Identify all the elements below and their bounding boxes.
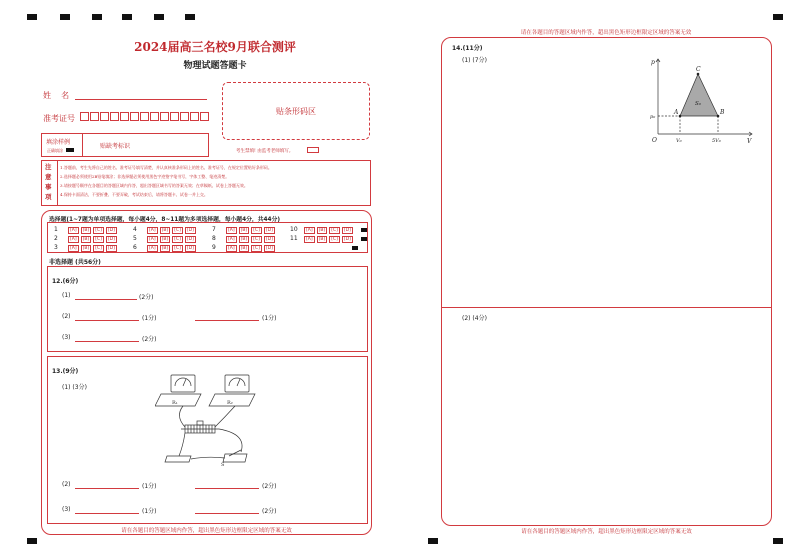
notice-line-2: 2.选择题必须使用2B铅笔填涂；非选择题必须使用黑色字迹签字笔书写，字体工整、笔迹清楚。 [60,174,230,179]
point-c [697,73,700,76]
switch [223,454,247,462]
label-v0: V₀ [676,138,682,144]
left-footer: 请在各题目的答题区域内作答，超出黑色矩形边框限定区域的答案无效 [121,528,292,534]
right-footer: 请在各题目的答题区域内作答，超出黑色矩形边框限定区域的答案无效 [521,529,692,535]
q12-row2-score2: (1分) [262,315,277,322]
exam-no-field[interactable] [80,112,210,121]
notice-line-3: 3.请按题号顺序在各题目的答题区域内作答，超出答题区域书写的答案无效；在草稿纸、试卷上答题无效。 [60,183,248,188]
nonchoice-header: 非选择题 (共56分) [49,259,101,266]
choice-row[interactable]: 3 [A] [B] [C] [D] [54,244,115,251]
q12-title: 12.(6分) [52,278,79,285]
choice-row[interactable]: 9 [A] [B] [C] [D] [212,244,273,251]
fig-label-r1: R₁ [172,400,178,406]
timing-mark [154,14,164,20]
battery [165,456,191,462]
name-label: 姓 名 [43,91,70,100]
q13-row2-answer[interactable] [75,488,139,489]
q12-row3-label: (3) [62,334,71,341]
choice-header: 选择题(1~7题为单项选择题，每小题4分，8~11题为多项选择题，每小题4分，共44分) [49,217,281,223]
row-mark [352,246,358,250]
q13-row3-score: (1分) [142,508,157,515]
label-a: A [674,109,679,116]
q12-row3-score: (2分) [142,336,157,343]
sample-divider [82,133,83,157]
sample-sub: 正确填涂 [47,148,63,153]
page-title: 2024届高三名校9月联合测评 [134,40,296,54]
q12-box [47,266,368,352]
notice-title: 注意事项 [45,163,52,201]
timing-mark [92,14,102,20]
q12-row2-answer2[interactable] [195,320,259,321]
choice-row[interactable]: 2 [A] [B] [C] [D] [54,235,115,242]
timing-mark [773,14,783,20]
meter-2-dial [229,378,245,386]
q12-row2-label: (2) [62,313,71,320]
pv-graph [648,56,760,146]
q12-row1-score: (2分) [139,294,154,301]
page-subtitle: 物理试题答题卡 [183,61,247,71]
board-1 [155,394,201,406]
label-v: V [747,138,752,145]
timing-mark [27,14,37,20]
absent-note: 考生禁填! 由监考老师填写。 [236,149,294,154]
cycle-triangle [680,74,718,116]
right-header: 请在各题目的答题区域内作答，超出黑色矩形边框限定区域的答案无效 [520,30,692,36]
name-field[interactable] [75,99,207,100]
label-s0: S₀ [695,101,701,107]
label-c: C [696,66,701,73]
timing-mark [27,538,37,544]
choice-row[interactable]: 4 [A] [B] [C] [D] [133,226,194,233]
timing-mark [185,14,195,20]
circuit-figure [155,372,270,467]
q13-row2-score2: (2分) [262,483,277,490]
choice-row[interactable]: 6 [A] [B] [C] [D] [133,244,194,251]
sample-fill-mark [66,148,74,152]
q13-row2-label: (2) [62,481,71,488]
timing-mark [60,14,70,20]
q13-title: 13.(9分) [52,368,79,375]
fig-label-s: S [221,462,225,467]
q14-part1: (1) (7分) [462,57,487,64]
label-5v0: 5V₀ [712,138,721,144]
label-p: p [651,59,655,66]
fig-label-r2: R₂ [227,400,233,406]
missing-label: 贴缺考标识 [100,143,131,150]
q13-row3-answer[interactable] [75,513,139,514]
point-a [679,115,682,118]
q13-part1: (1) (3分) [62,384,87,391]
q13-row3-answer2[interactable] [195,513,259,514]
q14-divider [441,307,772,308]
choice-row[interactable]: 11 [A] [B] [C] [D] [290,235,367,243]
q14-title: 14.(11分) [452,45,483,52]
meter-2 [225,375,249,392]
label-o: O [652,137,657,144]
choice-row[interactable]: 10 [A] [B] [C] [D] [290,226,367,234]
timing-mark [428,538,438,544]
notice-line-4: 4.保持卡面清洁，不要折叠、不要弄破，考试结束后，请将答题卡、试卷一并上交。 [60,192,208,197]
timing-mark [773,538,783,544]
q13-row3-label: (3) [62,506,71,513]
q13-row2-answer2[interactable] [195,488,259,489]
q13-row2-score: (1分) [142,483,157,490]
notice-divider [57,160,58,206]
label-b: B [720,109,725,116]
notice-line-1: 1.答题前，考生先将自己的姓名、准考证号填写清楚，并认真核准条形码上的姓名、准考证号，在规定位置贴好条形码。 [60,165,272,170]
q12-row2-score: (1分) [142,315,157,322]
q12-row2-answer[interactable] [75,320,139,321]
choice-row[interactable]: 5 [A] [B] [C] [D] [133,235,194,242]
timing-mark [122,14,132,20]
q12-row1-label: (1) [62,292,71,299]
absent-box[interactable] [307,147,319,153]
meter-1-dial [175,378,191,386]
meter-1 [171,375,195,392]
q14-part2: (2) (4分) [462,315,487,322]
choice-row[interactable]: 8 [A] [B] [C] [D] [212,235,273,242]
exam-no-label: 准考证号 [43,114,75,123]
sample-label: 填涂样例 [46,139,71,146]
label-p0: p₀ [650,114,656,120]
point-b [717,115,720,118]
q12-row1-answer[interactable] [75,299,137,300]
barcode-label: 贴条形码区 [276,107,316,116]
choice-row[interactable]: 7 [A] [B] [C] [D] [212,226,273,233]
q12-row3-answer[interactable] [75,341,139,342]
choice-row[interactable]: 1 [A] [B] [C] [D] [54,226,115,233]
q13-row3-score2: (2分) [262,508,277,515]
